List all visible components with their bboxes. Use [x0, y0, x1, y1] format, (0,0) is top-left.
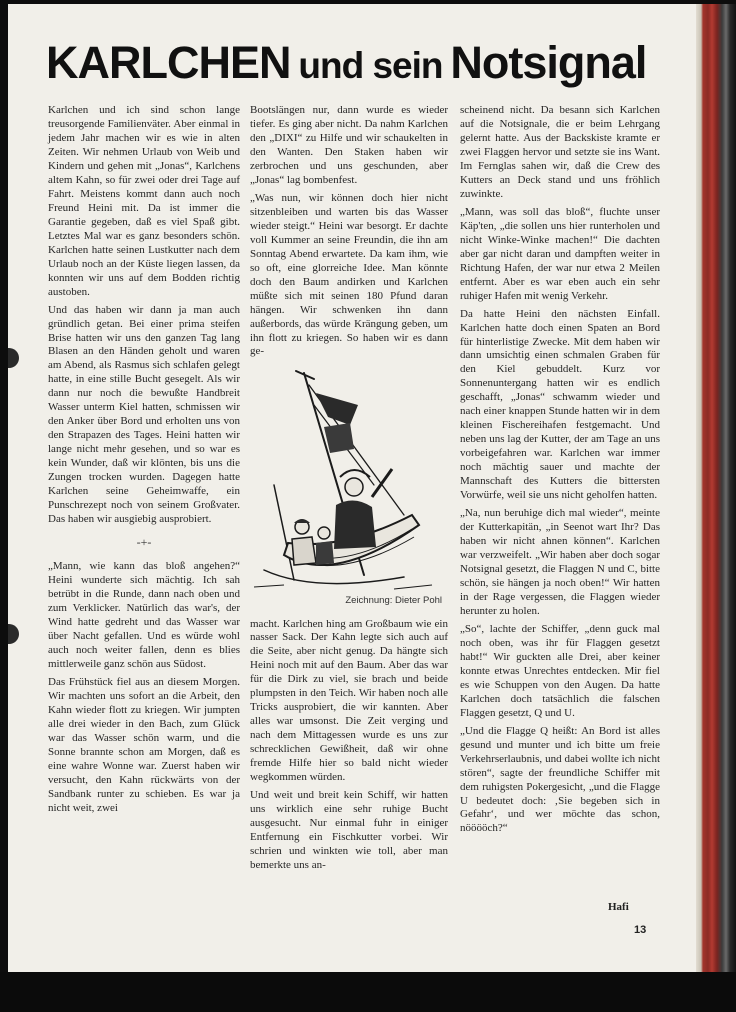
- text-column-3: [460, 104, 660, 840]
- paragraph: Karlchen und ich sind schon lange treusorgende Familienväter. Aber einmal in jedem Jahr machen wir es wie in alten Zeiten. Wir nehmen Urlaub von Weib und Kindern und gehen mit „Jonas“, Karlchens altem Kahn, so für zwei oder drei Tage auf Fahrt. Meistens kommt dann auch noch Freund Heini mit. Da ist immer die Garantie gegeben, daß es viel Spaß gibt. Letztes Mal war es ganz besonders schön. Karlchen hatte seinen Lustkutter nach dem Urlaub noch an der Küste liegen lassen, da konnten wir uns auf dem Bodden richtig austoben.: [48, 104, 240, 298]
- article-title: [46, 37, 647, 88]
- author-signature: Hafi: [608, 901, 629, 913]
- paragraph: „So“, lachte der Schiffer, „denn guck mal noch oben, was ihr für Flaggen gesetzt habt!“ Wir guckten alle Drei, aber keiner konnte etwas Unrechtes entdecken. Mir fiel es wie Schuppen von den Augen. Da hatte Karlchen doch tatsächlich die falschen Flaggen gesetzt, Q und U.: [460, 622, 660, 719]
- paragraph: Und das haben wir dann ja man auch gründlich getan. Bei einer prima steifen Brise hatten wir uns den ganzen Tag lang Blasen an den Händen geholt und waren am Abend, als Rasmus sich schlafen gelegt hatte, in eine stille Bucht gesegelt. Als wir dann nur noch die bewußte Handbreit Wasser unterm Kiel hatten, schmissen wir den Anker über Bord und erholten uns von den Strapazen des Tages. Heini hatten wir lange nicht mehr gesehen, und so war es kein Wunder, daß wir klönten, bis uns die Zungen trocken wurden. Dagegen hatte Karlchen seine Geheimwaffe, ein Punschrezept noch von seinem Großvater. Das haben wir ausgiebig ausprobiert.: [48, 303, 240, 526]
- paragraph: „Mann, wie kann das bloß angehen?“ Heini wunderte sich mächtig. Ich sah betrübt in die Runde, dann nach oben und zum Verklicker. Natürlich das war's, der Wind hatte gedreht und das Wasser war über Nacht gefallen. Und es würde wohl auch noch weiter fallen, denn es blies mittlerweile ganz schön aus Südost.: [48, 560, 240, 671]
- magazine-page: [8, 4, 696, 972]
- paragraph: scheinend nicht. Da besann sich Karlchen auf die Notsignale, die er beim Lehrgang gelernt hatte. Aus der Backskiste kramte er zwei Flaggen hervor und setzte sie ins Want. Im Fernglas sahen wir, daß die Crew des Kutters an Deck stand und uns fröhlich zuwinkte.: [460, 104, 660, 200]
- title-name: KARLCHEN: [46, 37, 291, 88]
- page-number: 13: [634, 924, 647, 936]
- illustration-caption: Zeichnung: Dieter Pohl: [345, 595, 442, 607]
- section-separator: -+-: [136, 535, 152, 550]
- paragraph: Das Frühstück fiel aus an diesem Morgen. Wir machten uns sofort an die Arbeit, den Kahn wieder flott zu kriegen. Wir jumpten alle drei wieder in den Bach, zum Glück war das Wasser schön warm, und die Sonne brannte schon am Morgen, daß es eine wahre Wonne war. Zuerst haben wir versucht, den Kahn rückwärts von der Sandbank runter zu schieben. Es war ja nicht weit, zwei: [48, 676, 240, 814]
- binding-hole: [8, 348, 19, 368]
- binding-hole: [8, 624, 19, 644]
- paragraph: Da hatte Heini den nächsten Einfall. Karlchen hatte doch einen Spaten an Bord für hinterlistige Zwecke. Mit dem haben wir dann umsichtig einen schmalen Graben für den Kiel gebuddelt. Kurz vor Sonnenuntergang hatten wir es endlich geschafft, „Jonas“ schwamm wieder und nach einer knappen Stunde hatten wir in dem kleinen Fischereihafen festgemacht. Und neben uns lag der Kutter, der am Tage an uns vorbeigefahren war. Karlchen war immer noch mächtig sauer und machte der Mannschaft des Kutters die bittersten Vorwürfe, weil sie uns nicht geholfen hatten.: [460, 307, 660, 502]
- paragraph: „Na, nun beruhige dich mal wieder“, meinte der Kutterkapitän, „in Seenot wart Ihr? Das haben wir nicht ahnen können“. Karlchen war verzweifelt. „Wir haben aber doch sogar Notsignal gesetzt, die Flaggen N und C, bitte schön, sie hängen ja noch oben!“ Wir hatten in der Rage vergessen, die Flaggen wieder herunter zu holen.: [460, 507, 660, 617]
- text-column-2: [250, 104, 448, 877]
- paragraph: „Mann, was soll das bloß“, fluchte unser Käp'ten, „die sollen uns hier runterholen und nicht Winke-Winke machen!“ Die dachten aber gar nicht daran und dampften weiter in Richtung Hafen, der war nur etwa 2 Meilen entfernt. Aber es war eben auch ein sehr ruhiger Hafen mit wenig Verkehr.: [460, 205, 660, 302]
- title-connector: und sein: [298, 45, 443, 86]
- title-subject: Notsignal: [450, 37, 647, 88]
- boat-illustration: [254, 365, 434, 595]
- paragraph: „Was nun, wir können doch hier nicht sitzenbleiben und warten bis das Wasser wieder steigt.“ Heini war besorgt. Er dachte voll Kummer an seine Freundin, die ihn am Sonntag Abend erwartete. Da kam ihm, wie so oft, eine glorreiche Idee. Man könnte doch den Baum andirken und Karlchen müßte sich mit seinen 180 Pfund daran hängen. Wir schwenken ihn dann außerbords, das würde Krängung geben, um ihn flott zu kriegen. So haben wir es dann ge-: [250, 191, 448, 358]
- paragraph: macht. Karlchen hing am Großbaum wie ein nasser Sack. Der Kahn legte sich auch auf die Seite, aber nicht genug. Da hängte sich Heini noch mit auf den Baum. Aber das war für die Dirk zu viel, sie brach und beide plumpsten in den Teich. Wir haben noch alle Tricks ausprobiert, die wir kannten. Aber alles war umsonst. Die Zeit verging und nach dem Mittagessen wurde es uns zur schrecklichen Gewißheit, daß wir ohne fremde Hilfe hier so bald nicht wieder wegkommen würden.: [250, 617, 448, 784]
- book-spine: [696, 4, 736, 972]
- paragraph: Und weit und breit kein Schiff, wir hatten uns wirklich eine sehr ruhige Bucht ausgesucht. Nur einmal fuhr in einiger Entfernung ein Fischkutter vorbei. Wir schrien und winkten wie toll, aber man bemerkte uns an-: [250, 789, 448, 871]
- paragraph: „Und die Flagge Q heißt: An Bord ist alles gesund und munter und ich bitte um freie Verkehrserlaubnis, und dabei wollte ich nicht stören“, sagte der freundliche Schiffer mit dem ruhigsten Pokergesicht, „und die Flagge U bedeutet doch: ‚Sie begeben sich in Gefahr‘, und wer möchte das schon, nööööch?“: [460, 724, 660, 835]
- scan-border: [0, 972, 736, 1012]
- paragraph: Bootslängen nur, dann wurde es wieder tiefer. Es ging aber nicht. Da nahm Karlchen den „DIXI“ zu Hilfe und wir schaukelten in den Wanten. Den Staken haben wir zerbrochen und uns geschunden, aber „Jonas“ lag bombenfest.: [250, 104, 448, 186]
- text-column-1: [48, 104, 240, 820]
